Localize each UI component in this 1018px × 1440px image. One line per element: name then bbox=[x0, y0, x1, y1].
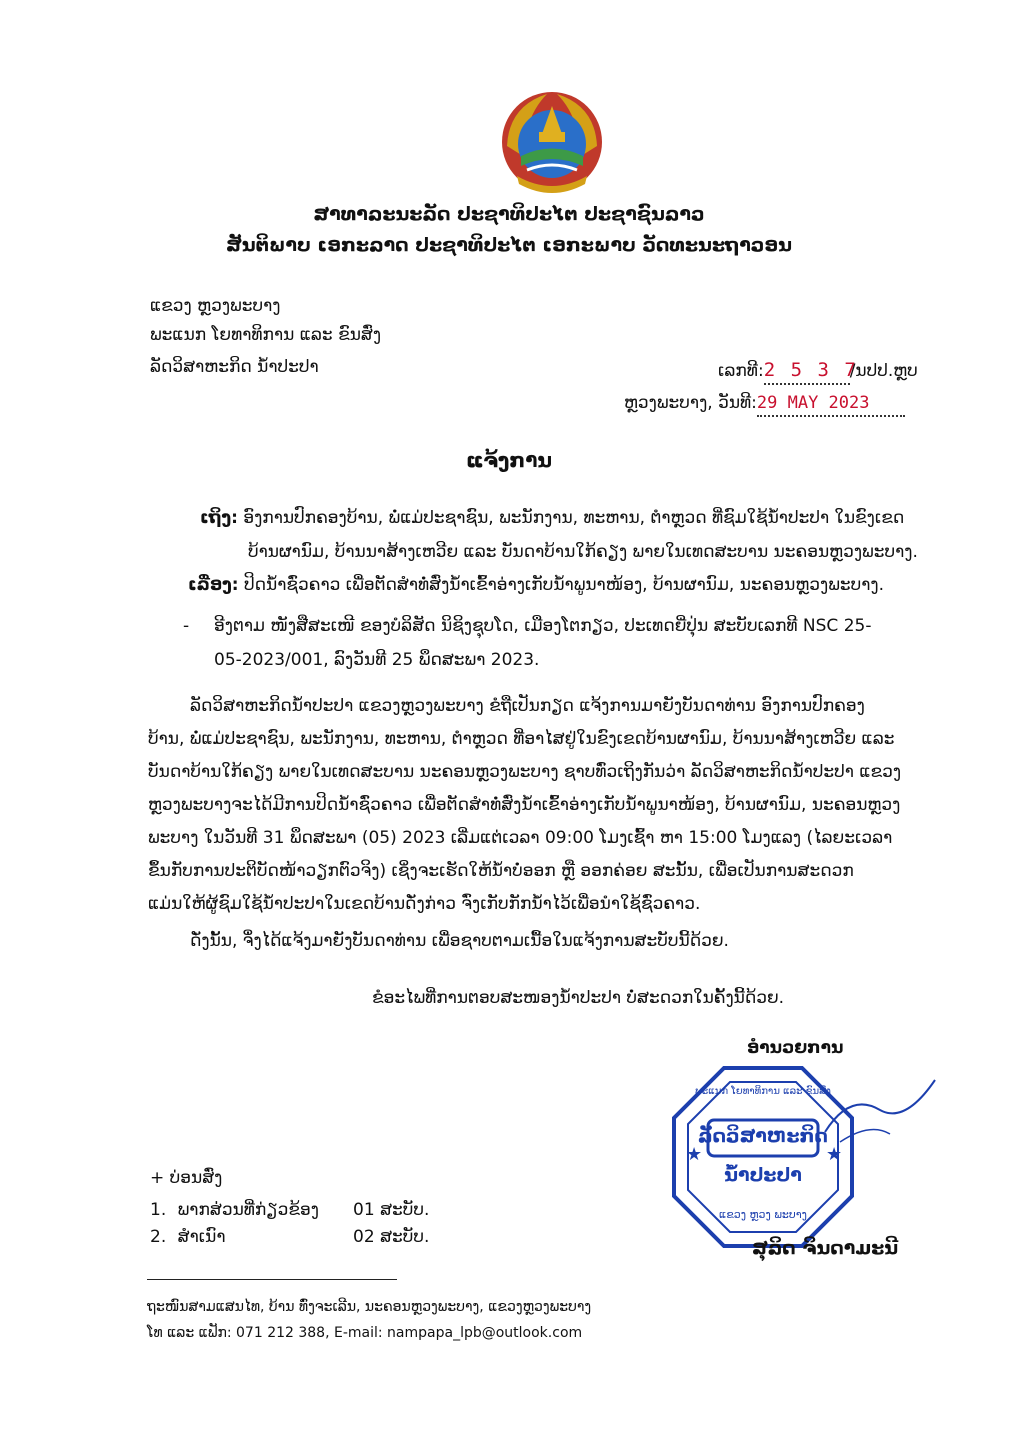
reference-date-label: ຫຼວງພະບາງ, ວັນທີ: bbox=[624, 393, 757, 413]
to-line-1 bbox=[200, 506, 904, 530]
body-line: ແມ່ນໃຫ້ຜູ້ຊົມໃຊ້ນ້ຳປະປາໃນເຂດບ້ານດັ່ງກ່າວ ຈົ່ງເກັບກັກນ້ຳໄວ້ເພື່ອນຳໃຊ້ຊົ່ວຄາວ. bbox=[148, 894, 701, 914]
body-paragraph-2: ດັ່ງນັ້ນ, ຈຶ່ງໄດ້ແຈ້ງມາຍັງບັນດາທ່ານ ເພື່ອຊາບຕາມເນື້ອໃນແຈ້ງການສະບັບນີ້ດ້ວຍ. bbox=[190, 931, 729, 951]
reference-number bbox=[718, 358, 918, 385]
footer-divider bbox=[147, 1279, 397, 1280]
sender-department: ພະແນກ ໂຍທາທິການ ແລະ ຂົນສົ່ງ bbox=[150, 325, 382, 345]
distribution-item-num: 1. bbox=[150, 1200, 167, 1220]
signature-title: ອຳນວຍການ bbox=[747, 1038, 844, 1058]
distribution-item-count: 02 ສະບັບ. bbox=[353, 1227, 430, 1247]
apology-line: ຂໍອະໄພທີ່ການຕອບສະໜອງນ້ຳປະປາ ບໍ່ສະດວກໃນຄັ້ງນີ້ດ້ວຍ. bbox=[372, 988, 785, 1008]
notice-title: ແຈ້ງການ bbox=[465, 448, 553, 472]
signature-scribble-icon bbox=[820, 1072, 940, 1152]
body-line: ບ້ານ, ພໍ່ແມ່ປະຊາຊົນ, ພະນັກງານ, ທະຫານ, ຕຳຫຼວດ ທີ່ອາໄສຢູ່ໃນຂົງເຂດບ້ານຜານົມ, ບ້ານນາສ້າງເຫວີຍ ແລະ bbox=[148, 729, 895, 749]
signatory-name: ສຸລິດ ຈິນດາມະນີ bbox=[752, 1237, 899, 1259]
national-emblem-icon bbox=[497, 86, 607, 194]
body-line: ພະບາງ ໃນວັນທີ 31 ພຶດສະພາ (05) 2023 ເລີ່ມແຕ່ເວລາ 09:00 ໂມງເຊົ້າ ຫາ 15:00 ໂມງແລງ (ໄລຍະເວລາ bbox=[148, 828, 893, 848]
body-line: ບັນດາບ້ານໃກ້ຄຽງ ພາຍໃນເທດສະບານ ນະຄອນຫຼວງພະບາງ ຊາບທົ່ວເຖິງກັນວ່າ ລັດວິສາຫະກິດນ້ຳປະປາ ແຂວງ bbox=[148, 762, 902, 782]
distribution-item-num: 2. bbox=[150, 1227, 167, 1247]
reference-item-line-2: 05-2023/001, ລົງວັນທີ 25 ພຶດສະພາ 2023. bbox=[214, 650, 540, 670]
stamp-line-3: ນ້ຳປະປາ bbox=[724, 1164, 802, 1186]
distribution-item-label: ພາກສ່ວນທີ່ກ່ຽວຂ້ອງ bbox=[177, 1200, 319, 1220]
country-line-1: ສາທາລະນະລັດ ປະຊາທິປະໄຕ ປະຊາຊົນລາວ bbox=[313, 203, 705, 225]
reference-date bbox=[624, 391, 905, 417]
distribution-item-count: 01 ສະບັບ. bbox=[353, 1200, 430, 1220]
reference-bullet: - bbox=[183, 616, 190, 636]
body-line: ຫຼວງພະບາງຈະໄດ້ມີການປິດນ້ຳຊົ່ວຄາວ ເພື່ອຕັດສຳທໍ່ສົ່ງນ້ຳເຂົ້າອ່າງເກັບນ້ຳພູນາໜ້ອງ, ບ້ານຜານົມ, ນະຄອນຫຼວງ bbox=[148, 795, 901, 815]
country-line-2: ສັນຕິພາບ ເອກະລາດ ປະຊາທິປະໄຕ ເອກະພາບ ວັດທະນະຖາວອນ bbox=[226, 234, 792, 256]
reference-date-value: 29 MAY 2023 bbox=[756, 393, 870, 413]
distribution-item-1 bbox=[150, 1198, 429, 1222]
reference-number-value: 2 5 3 7 bbox=[763, 359, 858, 381]
stamp-line-1: ພະແນກ ໂຍທາທິການ ແລະ ຂົນສົ່ງ bbox=[695, 1086, 831, 1097]
body-paragraph-1 bbox=[148, 690, 902, 921]
distribution-item-label: ສຳເນົາ bbox=[177, 1227, 226, 1247]
subject-line bbox=[188, 573, 884, 597]
stamp-line-4: ແຂວງ ຫຼວງ ພະບາງ bbox=[719, 1208, 807, 1221]
reference-item-line-1: ອີງຕາມ ໜັງສືສະເໜີ ຂອງບໍລິສັດ ນິຊິງຊຸບໂດ, ເມືອງໂຕກຽວ, ປະເທດຍີ່ປຸ່ນ ສະບັບເລກທີ NSC 25- bbox=[214, 616, 872, 636]
sender-enterprise: ລັດວິສາຫະກິດ ນ້ຳປະປາ bbox=[150, 357, 319, 377]
distribution-item-2 bbox=[150, 1225, 429, 1249]
svg-text:★: ★ bbox=[686, 1144, 703, 1165]
subject-text: ປິດນ້ຳຊົ່ວຄາວ ເພື່ອຕັດສຳທໍ່ສົ່ງນ້ຳເຂົ້າອ່າງເກັບນ້ຳພູນາໜ້ອງ, ບ້ານຜານົມ, ນະຄອນຫຼວງພະບາງ. bbox=[244, 575, 885, 595]
distribution-heading: + ບ່ອນສົ່ງ bbox=[150, 1168, 223, 1188]
stamp-line-2: ລັດວິສາຫະກິດ bbox=[698, 1125, 828, 1147]
sender-province: ແຂວງ ຫຼວງພະບາງ bbox=[150, 296, 281, 316]
subject-label: ເລື່ອງ: bbox=[188, 575, 239, 595]
body-line: ຂຶ້ນກັບການປະຕິບັດໜ້າວຽກຕົວຈິງ) ເຊິ່ງຈະເຮັດໃຫ້ນ້ຳບໍ່ອອກ ຫຼື ອອກຄ່ອຍ ສະນັ້ນ, ເພື່ອເປັນການສະດວກ bbox=[148, 861, 854, 881]
to-label: ເຖິງ: bbox=[200, 508, 238, 528]
reference-number-label: ເລກທີ: bbox=[718, 361, 764, 381]
reference-number-suffix: /ນປປ.ຫຼບ bbox=[849, 361, 918, 381]
svg-text:★: ★ bbox=[826, 1144, 843, 1165]
footer-address: ຖະໜົນສາມແສນໄທ, ບ້ານ ທົ່ງຈະເລີນ, ນະຄອນຫຼວງພະບາງ, ແຂວງຫຼວງພະບາງ bbox=[147, 1299, 592, 1315]
to-text-1: ອົງການປົກຄອງບ້ານ, ພໍ່ແມ່ປະຊາຊົນ, ພະນັກງານ, ທະຫານ, ຕຳຫຼວດ ທີ່ຊົມໃຊ້ນ້ຳປະປາ ໃນຂົງເຂດ bbox=[243, 508, 905, 528]
body-line: ລັດວິສາຫະກິດນ້ຳປະປາ ແຂວງຫຼວງພະບາງ ຂໍຖືເປັນກຽດ ແຈ້ງການມາຍັງບັນດາທ່ານ ອົງການປົກຄອງ bbox=[190, 696, 865, 716]
footer-contact: ໂທ ແລະ ແຟັກ: 071 212 388, E-mail: nampapa_lpb@outlook.com bbox=[147, 1325, 583, 1341]
to-line-2: ບ້ານຜານົມ, ບ້ານນາສ້າງເຫວີຍ ແລະ ບັນດາບ້ານໃກ້ຄຽງ ພາຍໃນເທດສະບານ ນະຄອນຫຼວງພະບາງ. bbox=[248, 542, 918, 562]
